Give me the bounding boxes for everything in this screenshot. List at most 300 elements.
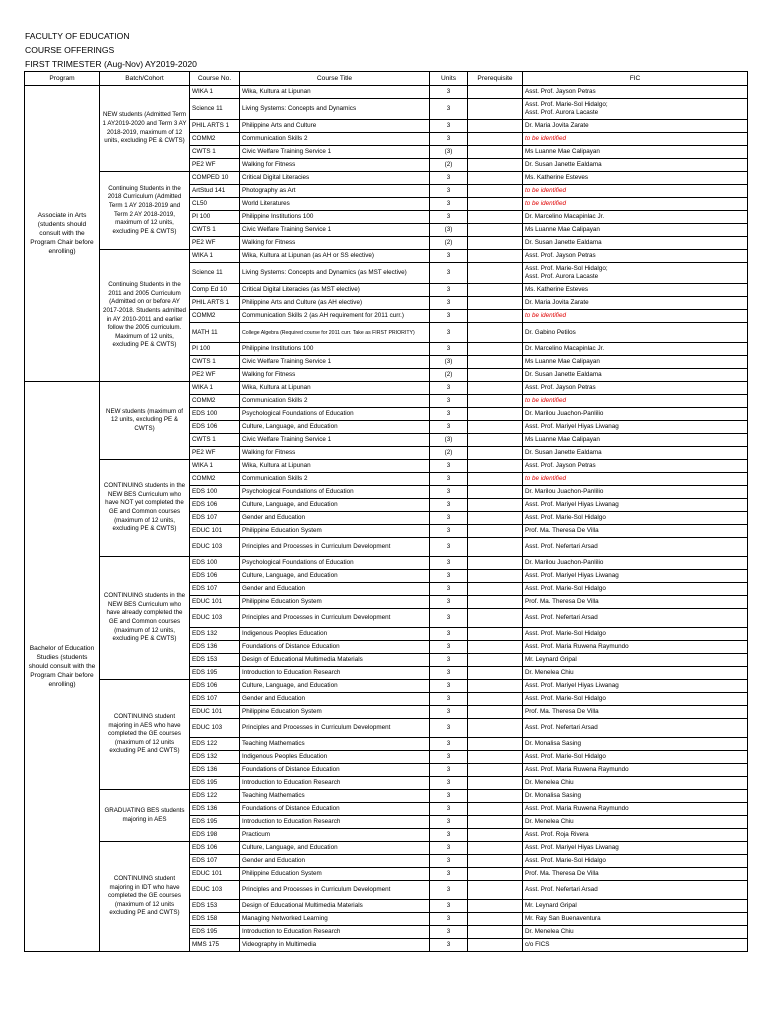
course-number: EDS 122 — [190, 790, 240, 803]
batch-cohort: GRADUATING BES students majoring in AES — [100, 790, 190, 842]
prerequisite — [468, 706, 523, 719]
fic: Dr. Susan Janette Ealdama — [523, 447, 748, 460]
fic: Dr. Marilou Juachon-Panlilio — [523, 557, 748, 570]
course-title: Psychological Foundations of Education — [240, 557, 430, 570]
course-number: PE2 WF — [190, 369, 240, 382]
prerequisite — [468, 211, 523, 224]
fic: Dr. Marilou Juachon-Panlilio — [523, 408, 748, 421]
course-number: PE2 WF — [190, 159, 240, 172]
units: 3 — [430, 829, 468, 842]
prerequisite — [468, 829, 523, 842]
prerequisite — [468, 486, 523, 499]
course-title: Wika, Kultura at Lipunan — [240, 382, 430, 395]
course-title: Culture, Language, and Education — [240, 680, 430, 693]
course-title: Gender and Education — [240, 855, 430, 868]
course-title: Culture, Language, and Education — [240, 842, 430, 855]
batch-cohort: NEW students (Admitted Term 1 AY2019-2020 and Term 3 AY 2018-2019, maximum of 12 units, excluding PE & CWTS) — [100, 86, 190, 172]
fic: Asst. Prof. Marie-Sol Hidalgo — [523, 583, 748, 596]
course-title: Principles and Processes in Curriculum Development — [240, 609, 430, 628]
prerequisite — [468, 557, 523, 570]
course-title: Philippine Education System — [240, 868, 430, 881]
fic: Dr. Gabino Petilos — [523, 323, 748, 343]
prerequisite — [468, 185, 523, 198]
fic: Dr. Maria Jovita Zarate — [523, 297, 748, 310]
prerequisite — [468, 382, 523, 395]
units: 3 — [430, 395, 468, 408]
course-title: Philippine Arts and Culture (as AH elective) — [240, 297, 430, 310]
units: 3 — [430, 881, 468, 900]
fic: to be identified — [523, 198, 748, 211]
prerequisite — [468, 881, 523, 900]
prerequisite — [468, 237, 523, 250]
units: 3 — [430, 667, 468, 680]
fic: Asst. Prof. Maria Ruwena Raymundo — [523, 764, 748, 777]
units: 3 — [430, 654, 468, 667]
prerequisite — [468, 356, 523, 369]
units: 3 — [430, 816, 468, 829]
course-number: EDUC 101 — [190, 596, 240, 609]
fic: Dr. Monalisa Sasing — [523, 790, 748, 803]
table-row — [25, 460, 748, 473]
course-title: Walking for Fitness — [240, 369, 430, 382]
fic: Dr. Monalisa Sasing — [523, 738, 748, 751]
course-number: CWTS 1 — [190, 224, 240, 237]
course-title: Foundations of Distance Education — [240, 764, 430, 777]
prerequisite — [468, 719, 523, 738]
units: 3 — [430, 185, 468, 198]
units: 3 — [430, 939, 468, 952]
course-number: EDS 106 — [190, 570, 240, 583]
prerequisite — [468, 297, 523, 310]
course-title: Foundations of Distance Education — [240, 803, 430, 816]
course-title: Gender and Education — [240, 512, 430, 525]
course-number: EDS 136 — [190, 764, 240, 777]
prerequisite — [468, 133, 523, 146]
course-number: EDS 195 — [190, 926, 240, 939]
batch-cohort: CONTINUING student majoring in AES who have completed the GE courses (maximum of 12 units excluding PE and CWTS) — [100, 680, 190, 790]
course-number: WIKA 1 — [190, 86, 240, 99]
units: 3 — [430, 764, 468, 777]
course-title: Wika, Kultura at Lipunan (as AH or SS elective) — [240, 250, 430, 263]
col-header-units: Units — [430, 72, 468, 86]
course-title: Philippine Arts and Culture — [240, 120, 430, 133]
course-title: Principles and Processes in Curriculum Development — [240, 719, 430, 738]
fic: Dr. Susan Janette Ealdama — [523, 159, 748, 172]
prerequisite — [468, 693, 523, 706]
units: 3 — [430, 738, 468, 751]
units: 3 — [430, 570, 468, 583]
course-number: PHIL ARTS 1 — [190, 297, 240, 310]
prerequisite — [468, 525, 523, 538]
fic: Ms Luanne Mae Calipayan — [523, 434, 748, 447]
course-title: Introduction to Education Research — [240, 777, 430, 790]
fic: to be identified — [523, 473, 748, 486]
course-number: EDUC 103 — [190, 719, 240, 738]
units: 3 — [430, 557, 468, 570]
course-title: Practicum — [240, 829, 430, 842]
course-title: Videography in Multimedia — [240, 939, 430, 952]
units: (2) — [430, 237, 468, 250]
prerequisite — [468, 667, 523, 680]
prerequisite — [468, 570, 523, 583]
course-title: Communication Skills 2 (as AH requirement for 2011 curr.) — [240, 310, 430, 323]
course-number: EDS 106 — [190, 499, 240, 512]
course-number: EDS 100 — [190, 408, 240, 421]
prerequisite — [468, 816, 523, 829]
prerequisite — [468, 408, 523, 421]
units: 3 — [430, 133, 468, 146]
course-number: PI 100 — [190, 343, 240, 356]
prerequisite — [468, 680, 523, 693]
prerequisite — [468, 583, 523, 596]
course-number: EDS 107 — [190, 855, 240, 868]
units: 3 — [430, 120, 468, 133]
prerequisite — [468, 868, 523, 881]
prerequisite — [468, 609, 523, 628]
fic: Dr. Susan Janette Ealdama — [523, 369, 748, 382]
units: 3 — [430, 868, 468, 881]
units: (3) — [430, 224, 468, 237]
fic: Dr. Menelea Chiu — [523, 667, 748, 680]
table-row — [25, 680, 748, 693]
course-title: Communication Skills 2 — [240, 473, 430, 486]
course-title: Principles and Processes in Curriculum Development — [240, 538, 430, 557]
course-number: EDUC 103 — [190, 881, 240, 900]
fic: Ms Luanne Mae Calipayan — [523, 356, 748, 369]
fic: Mr. Ray San Buenaventura — [523, 913, 748, 926]
course-number: CL50 — [190, 198, 240, 211]
course-title: Teaching Mathematics — [240, 790, 430, 803]
table-row — [25, 842, 748, 855]
course-title: Philippine Institutions 100 — [240, 211, 430, 224]
prerequisite — [468, 913, 523, 926]
fic: Ms Luanne Mae Calipayan — [523, 224, 748, 237]
course-title: Indigenous Peoples Education — [240, 628, 430, 641]
course-title: Civic Welfare Training Service 1 — [240, 434, 430, 447]
fic: Mr. Leynard Gripal — [523, 900, 748, 913]
prerequisite — [468, 499, 523, 512]
prerequisite — [468, 99, 523, 120]
prerequisite — [468, 654, 523, 667]
table-body — [25, 86, 748, 952]
batch-cohort: Continuing Students in the 2018 Curriculum (Admitted Term 1 AY 2018-2019 and Term 2 AY 2018-2019, maximum of 12 units, excluding PE & CWTS) — [100, 172, 190, 250]
course-number: EDS 153 — [190, 900, 240, 913]
units: 3 — [430, 421, 468, 434]
course-number: EDS 195 — [190, 816, 240, 829]
fic: Prof. Ma. Theresa De Villa — [523, 706, 748, 719]
fic: Asst. Prof. Maria Ruwena Raymundo — [523, 641, 748, 654]
course-number: EDS 106 — [190, 680, 240, 693]
prerequisite — [468, 86, 523, 99]
units: 3 — [430, 855, 468, 868]
table-row — [25, 250, 748, 263]
fic: Asst. Prof. Mariyel Hiyas Liwanag — [523, 680, 748, 693]
fic: Asst. Prof. Nefertari Arsad — [523, 609, 748, 628]
course-title: Foundations of Distance Education — [240, 641, 430, 654]
course-number: EDS 122 — [190, 738, 240, 751]
fic: Asst. Prof. Marie-Sol Hidalgo — [523, 693, 748, 706]
course-number: WIKA 1 — [190, 460, 240, 473]
prerequisite — [468, 939, 523, 952]
units: 3 — [430, 297, 468, 310]
units: 3 — [430, 198, 468, 211]
course-title: Wika, Kultura at Lipunan — [240, 86, 430, 99]
units: 3 — [430, 596, 468, 609]
course-number: PE2 WF — [190, 237, 240, 250]
prerequisite — [468, 250, 523, 263]
prerequisite — [468, 803, 523, 816]
course-title: Culture, Language, and Education — [240, 499, 430, 512]
units: (3) — [430, 146, 468, 159]
prerequisite — [468, 395, 523, 408]
units: 3 — [430, 900, 468, 913]
course-number: Science 11 — [190, 99, 240, 120]
course-title: Culture, Language, and Education — [240, 570, 430, 583]
batch-cohort: CONTINUING students in the NEW BES Curriculum who have NOT yet completed the GE and Common courses (maximum of 12 units, excluding PE & CWTS) — [100, 460, 190, 557]
course-title: Walking for Fitness — [240, 159, 430, 172]
course-number: CWTS 1 — [190, 434, 240, 447]
course-title: Philippine Education System — [240, 596, 430, 609]
units: 3 — [430, 926, 468, 939]
units: 3 — [430, 525, 468, 538]
course-title: Philippine Institutions 100 — [240, 343, 430, 356]
prerequisite — [468, 172, 523, 185]
units: (2) — [430, 159, 468, 172]
prerequisite — [468, 146, 523, 159]
course-number: PE2 WF — [190, 447, 240, 460]
course-offerings-table — [24, 71, 748, 952]
units: 3 — [430, 343, 468, 356]
course-title: Introduction to Education Research — [240, 926, 430, 939]
fic: Dr. Menelea Chiu — [523, 926, 748, 939]
fic: Asst. Prof. Jayson Petras — [523, 86, 748, 99]
units: 3 — [430, 310, 468, 323]
course-number: EDUC 103 — [190, 609, 240, 628]
program-name: Bachelor of Education Studies (students should consult with the Program Chair before enrolling) — [25, 382, 100, 952]
table-row — [25, 790, 748, 803]
units: 3 — [430, 583, 468, 596]
course-title: Gender and Education — [240, 693, 430, 706]
fic: Asst. Prof. Mariyel Hiyas Liwanag — [523, 842, 748, 855]
fic: Dr. Menelea Chiu — [523, 816, 748, 829]
fic: Asst. Prof. Roja Rivera — [523, 829, 748, 842]
prerequisite — [468, 369, 523, 382]
units: (2) — [430, 369, 468, 382]
course-number: EDS 106 — [190, 421, 240, 434]
course-number: EDS 106 — [190, 842, 240, 855]
course-number: EDS 100 — [190, 486, 240, 499]
prerequisite — [468, 460, 523, 473]
batch-cohort: Continuing Students in the 2011 and 2005 Curriculum (Admitted on or before AY 2017-2018. Students admitted in AY 2010-2011 and earlier follow the 2005 curriculum. Maximum of 12 units, excluding PE & CWTS) — [100, 250, 190, 382]
units: 3 — [430, 99, 468, 120]
course-title: Wika, Kultura at Lipunan — [240, 460, 430, 473]
course-title: Managing Networked Learning — [240, 913, 430, 926]
prerequisite — [468, 777, 523, 790]
course-number: CWTS 1 — [190, 146, 240, 159]
course-title: Civic Welfare Training Service 1 — [240, 224, 430, 237]
units: (3) — [430, 434, 468, 447]
fic: Asst. Prof. Jayson Petras — [523, 250, 748, 263]
prerequisite — [468, 790, 523, 803]
fic: to be identified — [523, 310, 748, 323]
prerequisite — [468, 284, 523, 297]
col-header-course-title: Course Title — [240, 72, 430, 86]
batch-cohort: CONTINUING students in the NEW BES Curriculum who have already completed the GE and Common courses (maximum of 12 units, excluding PE & CWTS) — [100, 557, 190, 680]
prerequisite — [468, 764, 523, 777]
units: 3 — [430, 284, 468, 297]
units: 3 — [430, 790, 468, 803]
fic: Asst. Prof. Marie-Sol Hidalgo; Asst. Prof. Aurora Lacaste — [523, 99, 748, 120]
units: 3 — [430, 680, 468, 693]
units: 3 — [430, 473, 468, 486]
course-number: CWTS 1 — [190, 356, 240, 369]
col-header-prerequisite: Prerequisite — [468, 72, 523, 86]
course-title: Philippine Education System — [240, 706, 430, 719]
table-row — [25, 382, 748, 395]
course-number: WIKA 1 — [190, 382, 240, 395]
prerequisite — [468, 473, 523, 486]
course-title: Critical Digital Literacies (as MST elective) — [240, 284, 430, 297]
course-number: EDUC 101 — [190, 706, 240, 719]
course-title: Principles and Processes in Curriculum Development — [240, 881, 430, 900]
fic: to be identified — [523, 133, 748, 146]
program-name: Associate in Arts (students should consult with the Program Chair before enrolling) — [25, 86, 100, 382]
course-number: COMM2 — [190, 395, 240, 408]
units: 3 — [430, 538, 468, 557]
fic: Ms. Katherine Esteves — [523, 284, 748, 297]
units: 3 — [430, 512, 468, 525]
course-title: College Algebra (Required course for 2011 curr. Take as FIRST PRIORITY) — [240, 323, 430, 343]
course-number: EDS 107 — [190, 512, 240, 525]
prerequisite — [468, 159, 523, 172]
course-title: Communication Skills 2 — [240, 133, 430, 146]
course-number: EDS 100 — [190, 557, 240, 570]
course-number: COMPED 10 — [190, 172, 240, 185]
course-title: Gender and Education — [240, 583, 430, 596]
units: 3 — [430, 323, 468, 343]
units: 3 — [430, 460, 468, 473]
course-number: EDS 158 — [190, 913, 240, 926]
prerequisite — [468, 198, 523, 211]
prerequisite — [468, 434, 523, 447]
prerequisite — [468, 224, 523, 237]
prerequisite — [468, 323, 523, 343]
units: 3 — [430, 751, 468, 764]
batch-cohort: CONTINUING student majoring in IDT who have completed the GE courses (maximum of 12 units excluding PE and CWTS) — [100, 842, 190, 952]
course-number: EDS 136 — [190, 803, 240, 816]
fic: Asst. Prof. Marie-Sol Hidalgo; Asst. Prof. Aurora Lacaste — [523, 263, 748, 284]
prerequisite — [468, 596, 523, 609]
col-header-course-no: Course No. — [190, 72, 240, 86]
fic: Asst. Prof. Mariyel Hiyas Liwanag — [523, 421, 748, 434]
fic: Asst. Prof. Maria Ruwena Raymundo — [523, 803, 748, 816]
fic: to be identified — [523, 185, 748, 198]
units: 3 — [430, 86, 468, 99]
units: 3 — [430, 172, 468, 185]
fic: Ms Luanne Mae Calipayan — [523, 146, 748, 159]
course-number: EDS 132 — [190, 628, 240, 641]
course-title: Psychological Foundations of Education — [240, 408, 430, 421]
course-title: Living Systems: Concepts and Dynamics (as MST elective) — [240, 263, 430, 284]
course-number: PHIL ARTS 1 — [190, 120, 240, 133]
course-number: EDS 107 — [190, 583, 240, 596]
fic: Dr. Marcelino Macapinlac Jr. — [523, 343, 748, 356]
fic: to be identified — [523, 395, 748, 408]
course-title: Philippine Education System — [240, 525, 430, 538]
course-number: EDS 195 — [190, 777, 240, 790]
course-title: Communication Skills 2 — [240, 395, 430, 408]
document-title: COURSE OFFERINGS — [25, 45, 115, 55]
fic: Prof. Ma. Theresa De Villa — [523, 868, 748, 881]
course-number: EDS 195 — [190, 667, 240, 680]
units: (3) — [430, 356, 468, 369]
fic: Asst. Prof. Jayson Petras — [523, 382, 748, 395]
fic: Dr. Marcelino Macapinlac Jr. — [523, 211, 748, 224]
course-title: Design of Educational Multimedia Materials — [240, 900, 430, 913]
units: 3 — [430, 486, 468, 499]
fic: Asst. Prof. Nefertari Arsad — [523, 538, 748, 557]
document-header — [25, 29, 197, 71]
course-title: Teaching Mathematics — [240, 738, 430, 751]
course-title: Indigenous Peoples Education — [240, 751, 430, 764]
fic: Dr. Menelea Chiu — [523, 777, 748, 790]
course-title: Psychological Foundations of Education — [240, 486, 430, 499]
units: 3 — [430, 499, 468, 512]
units: 3 — [430, 609, 468, 628]
table-row — [25, 557, 748, 570]
units: 3 — [430, 211, 468, 224]
course-title: Photography as Art — [240, 185, 430, 198]
col-header-fic: FIC — [523, 72, 748, 86]
fic: Asst. Prof. Nefertari Arsad — [523, 719, 748, 738]
units: 3 — [430, 706, 468, 719]
prerequisite — [468, 751, 523, 764]
units: 3 — [430, 408, 468, 421]
fic: Dr. Maria Jovita Zarate — [523, 120, 748, 133]
course-number: MMS 175 — [190, 939, 240, 952]
course-title: Introduction to Education Research — [240, 816, 430, 829]
prerequisite — [468, 900, 523, 913]
course-number: ArtStud 141 — [190, 185, 240, 198]
units: 3 — [430, 693, 468, 706]
col-header-program: Program — [25, 72, 100, 86]
fic: Dr. Marilou Juachon-Panlilio — [523, 486, 748, 499]
fic: Prof. Ma. Theresa De Villa — [523, 596, 748, 609]
fic: Dr. Susan Janette Ealdama — [523, 237, 748, 250]
course-number: EDUC 101 — [190, 868, 240, 881]
fic: Asst. Prof. Mariyel Hiyas Liwanag — [523, 570, 748, 583]
fic: Asst. Prof. Marie-Sol Hidalgo — [523, 628, 748, 641]
course-title: Design of Educational Multimedia Materials — [240, 654, 430, 667]
faculty-name: FACULTY OF EDUCATION — [25, 31, 130, 41]
col-header-batch: Batch/Cohort — [100, 72, 190, 86]
course-number: Science 11 — [190, 263, 240, 284]
units: 3 — [430, 628, 468, 641]
course-number: COMM2 — [190, 473, 240, 486]
course-number: EDUC 101 — [190, 525, 240, 538]
units: 3 — [430, 777, 468, 790]
fic: Prof. Ma. Theresa De Villa — [523, 525, 748, 538]
prerequisite — [468, 263, 523, 284]
prerequisite — [468, 120, 523, 133]
table-row — [25, 172, 748, 185]
units: 3 — [430, 382, 468, 395]
fic: Asst. Prof. Marie-Sol Hidalgo — [523, 855, 748, 868]
course-number: MATH 11 — [190, 323, 240, 343]
prerequisite — [468, 343, 523, 356]
course-number: EDS 132 — [190, 751, 240, 764]
units: 3 — [430, 719, 468, 738]
